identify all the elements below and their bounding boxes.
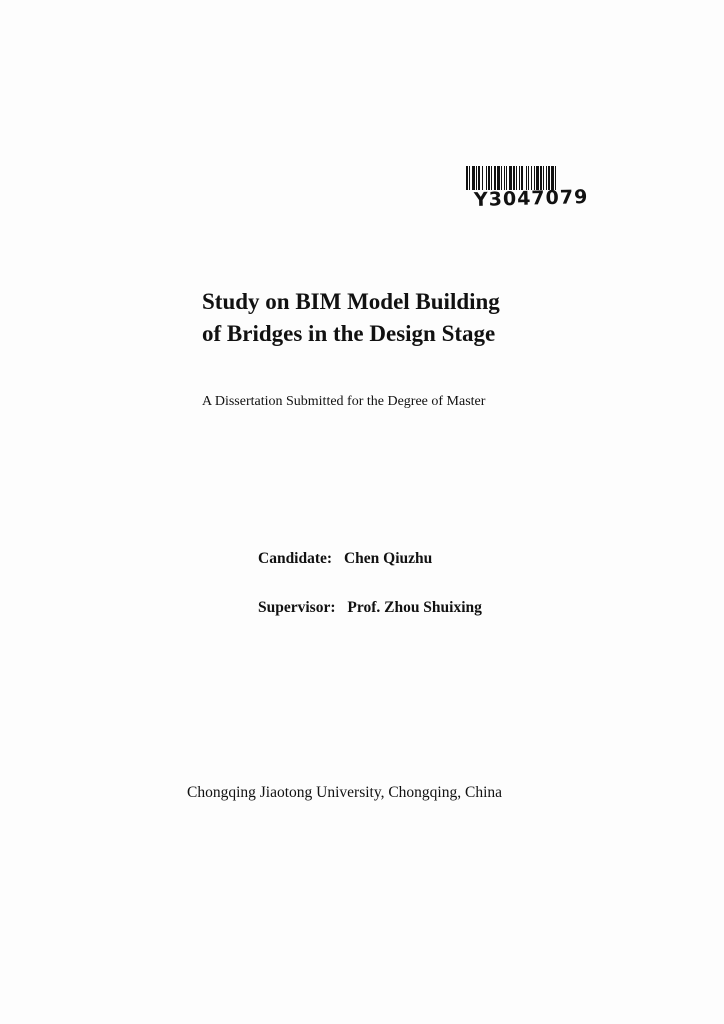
degree-statement: A Dissertation Submitted for the Degree of Master: [202, 394, 486, 409]
candidate-label: Candidate:: [258, 550, 333, 567]
candidate-field: [258, 550, 432, 568]
title-line-2: of Bridges in the Design Stage: [202, 321, 496, 346]
title-line-1: Study on BIM Model Building: [202, 289, 500, 314]
dissertation-title: [202, 286, 500, 350]
university-line: Chongqing Jiaotong University, Chongqing, China: [187, 784, 503, 801]
supervisor-name: Prof. Zhou Shuixing: [347, 599, 482, 616]
supervisor-label: Supervisor:: [258, 599, 336, 616]
supervisor-field: [258, 599, 482, 617]
barcode-label: [466, 166, 589, 222]
candidate-name: Chen Qiuzhu: [343, 550, 433, 567]
barcode-number: Y3047079: [473, 186, 589, 211]
